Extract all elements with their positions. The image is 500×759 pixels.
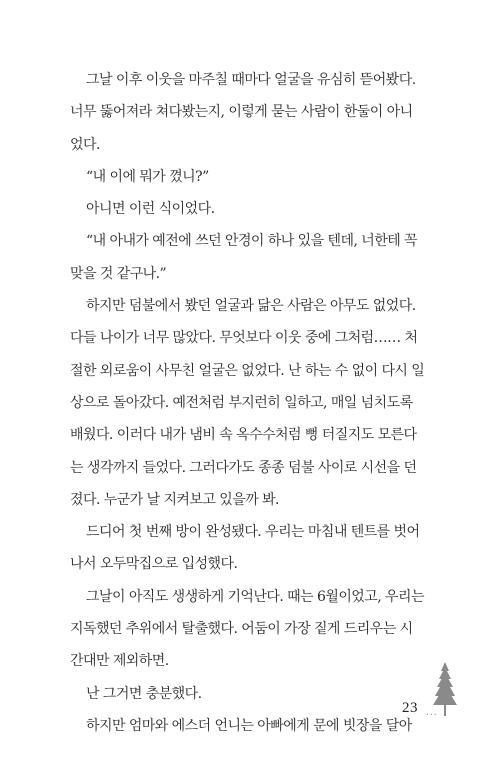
paragraph: “내 아내가 예전에 쓰던 안경이 하나 있을 텐데, 너한테 꼭 맞을 것 같구나.” <box>70 233 418 282</box>
paragraph: 그날이 아직도 생생하게 기억난다. 때는 6월이었고, 우리는 지독했던 추위에서 탈출했다. 어둠이 가장 짙게 드리우는 시 간대만 제외하면. <box>70 588 424 670</box>
paragraph: “내 이에 뭐가 꼈니?” <box>86 168 209 185</box>
page-body <box>70 64 430 742</box>
paragraph: 아니면 이런 식이었다. <box>86 201 215 218</box>
paragraph: 드디어 첫 번째 방이 완성됐다. 우리는 마침내 텐트를 벗어 나서 오두막집으로 입성했다. <box>70 524 420 573</box>
pine-tree-icon <box>432 660 458 720</box>
paragraph: 하지만 덤불에서 봤던 얼굴과 닮은 사람은 아무도 없었다. 다들 나이가 너무 많았다. 무엇보다 이웃 중에 그처럼…… 처 절한 외로움이 사무친 얼굴은 없었다. 난 하는 수 없이 다시 일 상으로 돌아갔다. 예전처럼 부지런히 일하고, 매일 넘치도록 배웠다. 이러다 내가 냄비 속 옥수수처럼 뻥 터질지도 모른다 는 생각까지 들었다. 그러다가도 종종 덤불 사이로 시선을 던 졌다. 누군가 날 지켜보고 있을까 봐. <box>70 298 425 508</box>
paragraph: 하지만 엄마와 에스더 언니는 아빠에게 문에 빗장을 달아 <box>86 717 412 734</box>
page-number-dots: ... <box>426 708 438 718</box>
page-footer <box>402 660 472 720</box>
page-number: 23 <box>402 700 418 716</box>
paragraph: 그날 이후 이웃을 마주칠 때마다 얼굴을 유심히 뜯어봤다. 너무 뚫어져라 쳐다봤는지, 이렇게 묻는 사람이 한둘이 아니 었다. <box>70 72 416 153</box>
paragraph: 난 그거면 충분했다. <box>86 685 202 702</box>
